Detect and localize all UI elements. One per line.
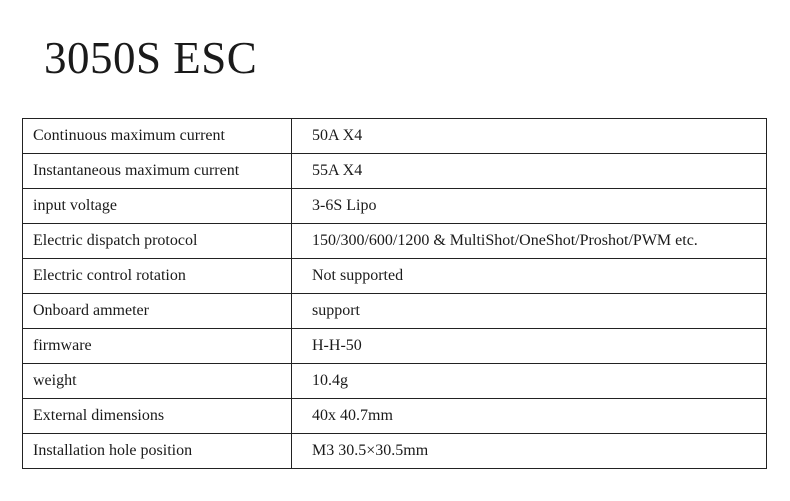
spec-label: Electric control rotation [23, 259, 292, 294]
table-row [23, 259, 767, 294]
spec-value: 3-6S Lipo [292, 189, 767, 224]
table-row [23, 119, 767, 154]
table-row [23, 434, 767, 469]
spec-value: 55A X4 [292, 154, 767, 189]
spec-table [22, 118, 767, 469]
spec-value: 40x 40.7mm [292, 399, 767, 434]
table-row [23, 399, 767, 434]
spec-label: External dimensions [23, 399, 292, 434]
spec-label: Installation hole position [23, 434, 292, 469]
table-row [23, 154, 767, 189]
spec-label: weight [23, 364, 292, 399]
spec-value: H-H-50 [292, 329, 767, 364]
table-row [23, 364, 767, 399]
table-row [23, 294, 767, 329]
spec-value: Not supported [292, 259, 767, 294]
spec-value: support [292, 294, 767, 329]
spec-label: Electric dispatch protocol [23, 224, 292, 259]
table-row [23, 224, 767, 259]
spec-label: Continuous maximum current [23, 119, 292, 154]
spec-value: 50A X4 [292, 119, 767, 154]
spec-value: 150/300/600/1200 & MultiShot/OneShot/Proshot/PWM etc. [292, 224, 767, 259]
spec-value: 10.4g [292, 364, 767, 399]
page-title: 3050S ESC [44, 33, 258, 83]
table-row [23, 329, 767, 364]
table-row [23, 189, 767, 224]
spec-value: M3 30.5×30.5mm [292, 434, 767, 469]
spec-label: input voltage [23, 189, 292, 224]
spec-label: Instantaneous maximum current [23, 154, 292, 189]
spec-label: firmware [23, 329, 292, 364]
spec-label: Onboard ammeter [23, 294, 292, 329]
